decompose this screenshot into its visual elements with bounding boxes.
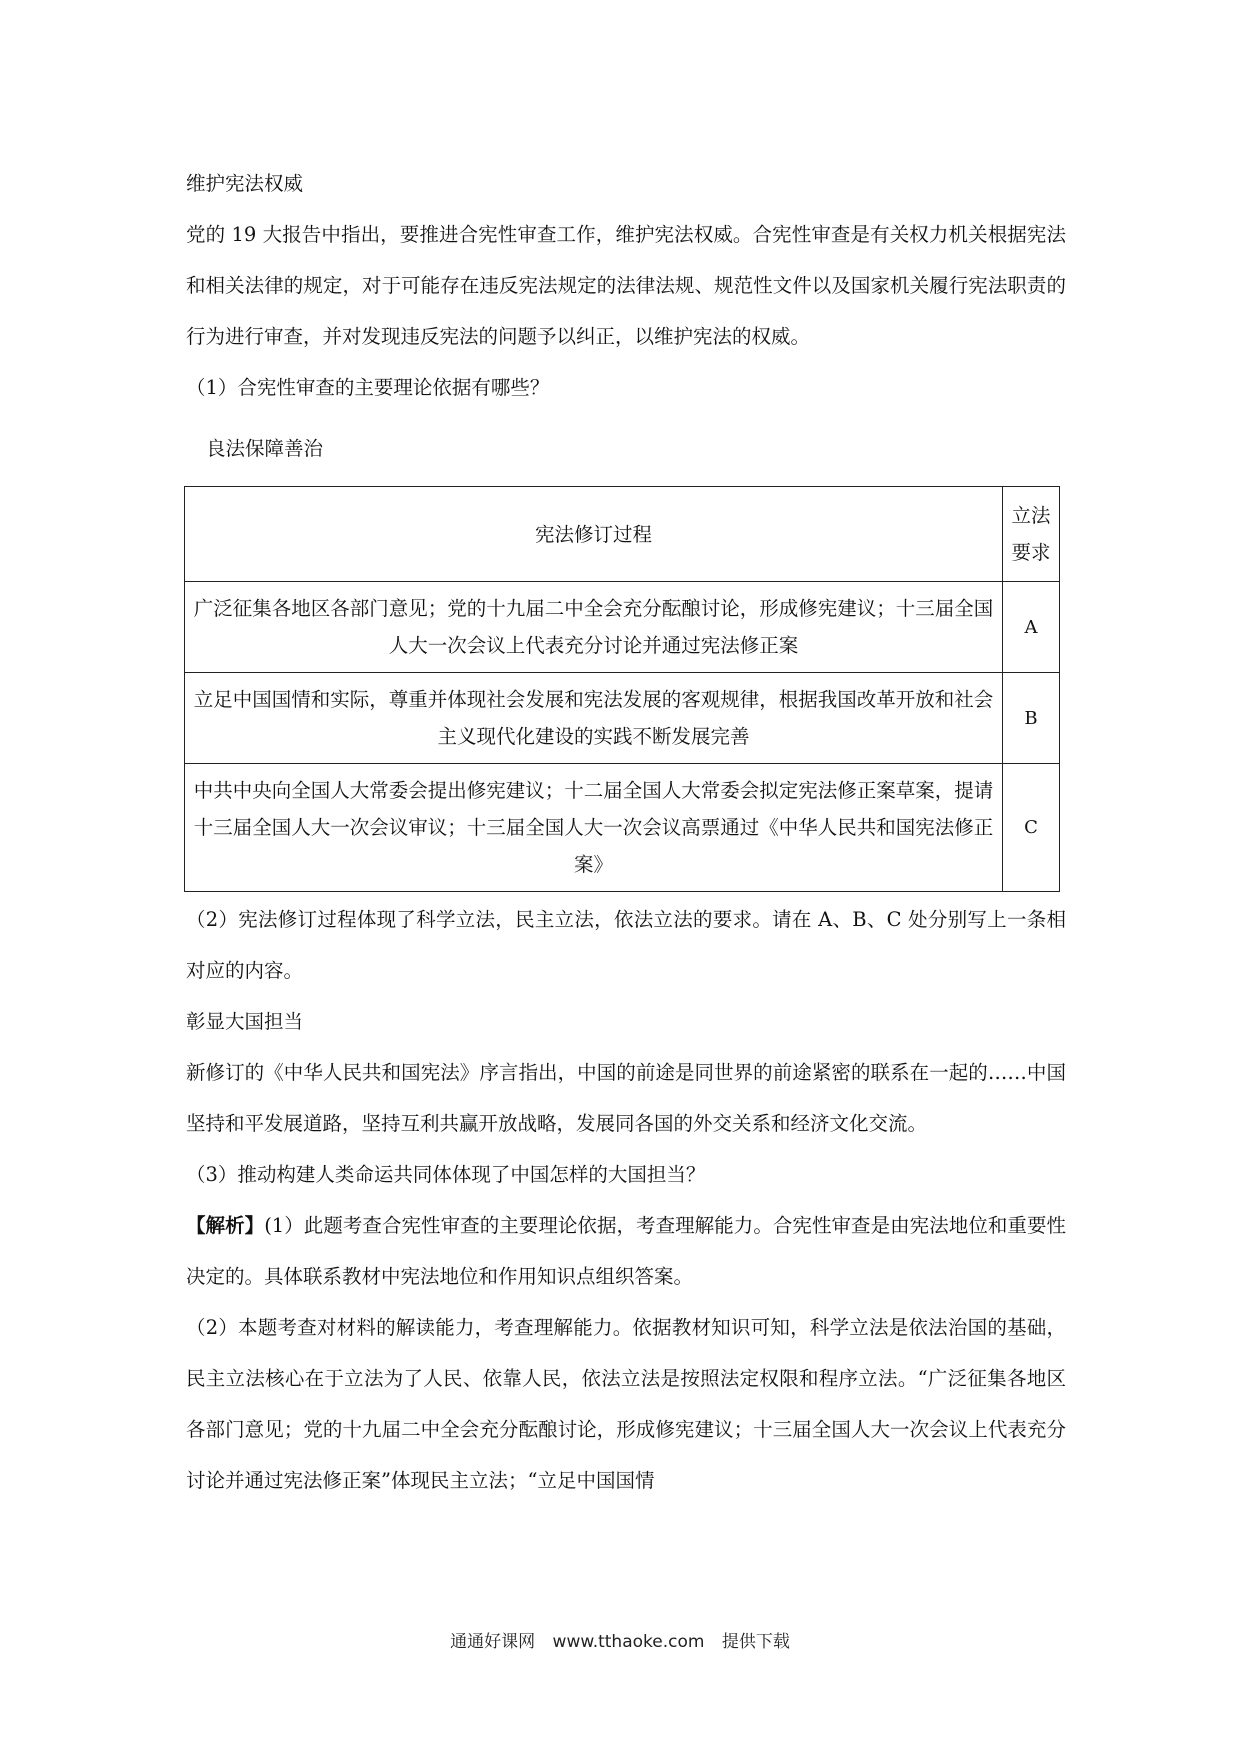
table-row [185,673,1060,764]
analysis-part-1-text: (1）此题考查合宪性审查的主要理论依据，考查理解能力。合宪性审查是由宪法地位和重要性决定的。具体联系教材中宪法地位和作用知识点组织答案。 [186,1214,1066,1288]
section1-paragraph: 党的 19 大报告中指出，要推进合宪性审查工作，维护宪法权威。合宪性审查是有关权力机关根据宪法和相关法律的规定，对于可能存在违反宪法规定的法律法规、规范性文件以及国家机关履行宪法职责的行为进行审查，并对发现违反宪法的问题予以纠正，以维护宪法的权威。 [186,223,1066,348]
question-3: （3）推动构建人类命运共同体体现了中国怎样的大国担当？ [186,1163,706,1186]
analysis-part-2: （2）本题考查对材料的解读能力，考查理解能力。依据教材知识可知，科学立法是依法治国的基础，民主立法核心在于立法为了人民、依靠人民，依法立法是按照法定权限和程序立法。“广泛征集各地区各部门意见；党的十九届二中全会充分酝酿讨论，形成修宪建议；十三届全国人大一次会议上代表充分讨论并通过宪法修正案”体现民主立法；“立足中国国情 [186,1316,1066,1492]
row-requirement: B [1003,673,1060,764]
row-process: 中共中央向全国人大常委会提出修宪建议；十二届全国人大常委会拟定宪法修正案草案，提请十三届全国人大一次会议审议；十三届全国人大一次会议高票通过《中华人民共和国宪法修正案》 [185,764,1003,892]
section-title-major-power: 彰显大国担当 [186,1010,304,1033]
page-footer [0,1627,1240,1652]
row-process: 立足中国国情和实际，尊重并体现社会发展和宪法发展的客观规律，根据我国改革开放和社会主义现代化建设的实践不断发展完善 [185,673,1003,764]
row-requirement: C [1003,764,1060,892]
constitution-revision-table [184,486,1060,892]
section-title-good-law: 良法保障善治 [206,437,324,460]
analysis-part-1 [186,1200,1066,1302]
header-requirement: 立法要求 [1003,487,1060,582]
section3-paragraph: 新修订的《中华人民共和国宪法》序言指出，中国的前途是同世界的前途紧密的联系在一起的……中国坚持和平发展道路，坚持互利共赢开放战略，发展同各国的外交关系和经济文化交流。 [186,1061,1066,1135]
table-row [185,764,1060,892]
section-title-constitution-authority: 维护宪法权威 [186,172,304,195]
question-1: （1）合宪性审查的主要理论依据有哪些？ [186,376,550,399]
question-2: （2）宪法修订过程体现了科学立法，民主立法，依法立法的要求。请在 A、B、C 处分别写上一条相对应的内容。 [186,908,1066,982]
analysis-label: 【解析】 [186,1214,265,1237]
table-header-row [185,487,1060,582]
footer-suffix: 提供下载 [721,1632,790,1652]
document-body [186,158,1066,1506]
header-process: 宪法修订过程 [185,487,1003,582]
row-process: 广泛征集各地区各部门意见；党的十九届二中全会充分酝酿讨论，形成修宪建议；十三届全国人大一次会议上代表充分讨论并通过宪法修正案 [185,582,1003,673]
table-row [185,582,1060,673]
footer-url: www.tthaoke.com [552,1632,705,1652]
row-requirement: A [1003,582,1060,673]
footer-site-name: 通通好课网 [450,1632,536,1652]
